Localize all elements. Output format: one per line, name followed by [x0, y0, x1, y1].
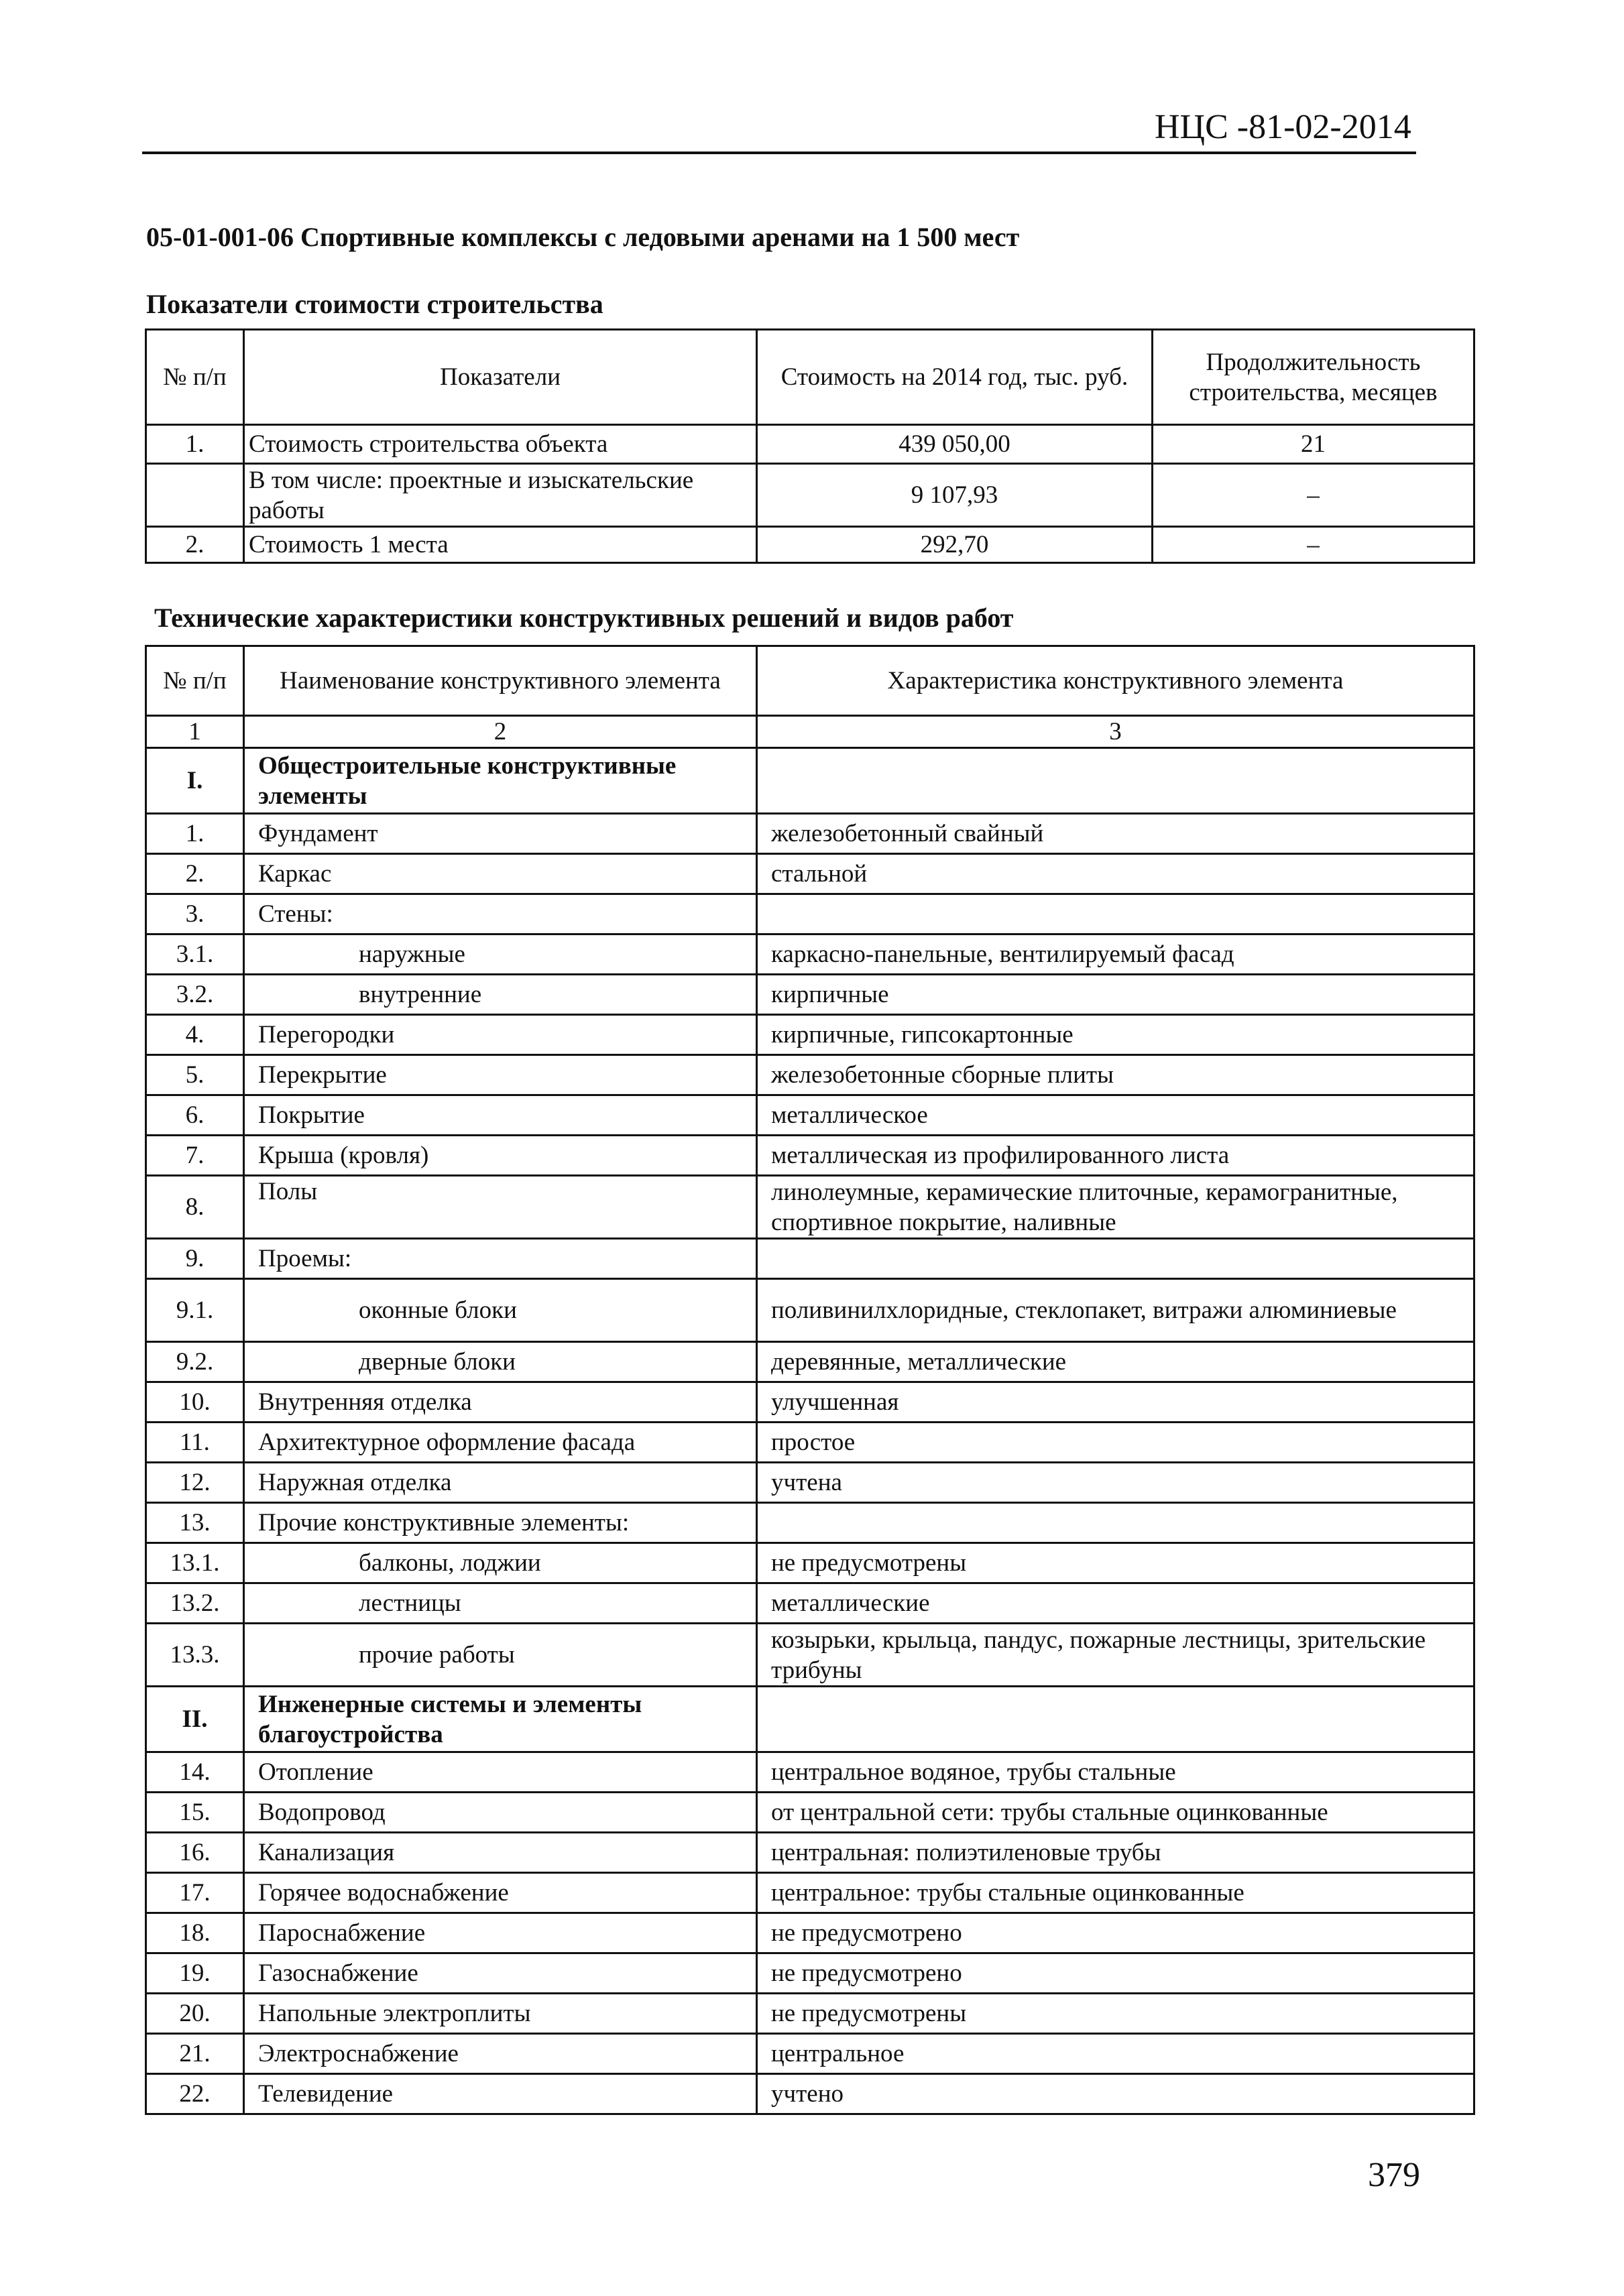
tech-row-characteristic: кирпичные, гипсокартонные — [757, 1015, 1474, 1055]
tech-row-name: Стены: — [244, 894, 757, 934]
table-row — [146, 1752, 1474, 1793]
cost-col-number: № п/п — [146, 330, 244, 425]
tech-row-number: 6. — [146, 1095, 244, 1136]
tech-row-number: 10. — [146, 1382, 244, 1423]
tech-row-number: 18. — [146, 1913, 244, 1953]
cost-row-number: 1. — [146, 425, 244, 464]
tech-row-name: Архитектурное оформление фасада — [244, 1423, 757, 1463]
tech-row-name: дверные блоки — [244, 1342, 757, 1382]
cost-row-value: 9 107,93 — [757, 464, 1153, 527]
cost-row-name: В том числе: проектные и изыскательские работы — [244, 464, 757, 527]
tech-row-characteristic: центральное — [757, 2034, 1474, 2074]
column-number: 1 — [146, 716, 244, 748]
tech-row-number: 22. — [146, 2074, 244, 2114]
table-row — [146, 814, 1474, 854]
page-title: 05-01-001-06 Спортивные комплексы с ледовыми аренами на 1 500 мест — [146, 222, 1020, 252]
tech-row-characteristic: учтена — [757, 1463, 1474, 1503]
tech-row-number: 21. — [146, 2034, 244, 2074]
header-rule — [142, 152, 1416, 154]
tech-row-number: 11. — [146, 1423, 244, 1463]
cost-section-heading: Показатели стоимости строительства — [146, 289, 603, 319]
cost-row-number — [146, 464, 244, 527]
table-row — [146, 527, 1474, 563]
cost-col-duration: Продолжительность строительства, месяцев — [1153, 330, 1474, 425]
tech-row-name: лестницы — [244, 1583, 757, 1624]
column-number: 2 — [244, 716, 757, 748]
tech-col-characteristic: Характеристика конструктивного элемента — [757, 646, 1474, 716]
tech-row-name: Инженерные системы и элементы благоустройства — [244, 1687, 757, 1752]
tech-row-name: Покрытие — [244, 1095, 757, 1136]
tech-row-name: Внутренняя отделка — [244, 1382, 757, 1423]
tech-row-name: Водопровод — [244, 1793, 757, 1833]
tech-row-number: 5. — [146, 1055, 244, 1095]
tech-row-name: Перекрытие — [244, 1055, 757, 1095]
tech-row-number: 2. — [146, 854, 244, 894]
tech-row-characteristic: центральное водяное, трубы стальные — [757, 1752, 1474, 1793]
tech-row-name: прочие работы — [244, 1624, 757, 1687]
tech-row-name: Электроснабжение — [244, 2034, 757, 2074]
tech-row-number: 13.1. — [146, 1543, 244, 1583]
tech-row-characteristic: металлическое — [757, 1095, 1474, 1136]
tech-row-characteristic: не предусмотрено — [757, 1913, 1474, 1953]
tech-row-number: 20. — [146, 1994, 244, 2034]
table-row — [146, 1239, 1474, 1279]
section-row — [146, 748, 1474, 814]
tech-row-name: Полы — [244, 1176, 757, 1239]
tech-row-number: 3.1. — [146, 934, 244, 975]
cost-col-cost: Стоимость на 2014 год, тыс. руб. — [757, 330, 1153, 425]
tech-row-number: 12. — [146, 1463, 244, 1503]
document-code: НЦС -81-02-2014 — [1155, 108, 1411, 146]
tech-row-name: Крыша (кровля) — [244, 1136, 757, 1176]
tech-row-characteristic — [757, 1503, 1474, 1543]
table-row — [146, 1583, 1474, 1624]
tech-row-number: II. — [146, 1687, 244, 1752]
column-number: 3 — [757, 716, 1474, 748]
tech-row-number: 19. — [146, 1953, 244, 1994]
tech-row-characteristic: деревянные, металлические — [757, 1342, 1474, 1382]
cost-col-indicator: Показатели — [244, 330, 757, 425]
cost-row-name: Стоимость 1 места — [244, 527, 757, 563]
tech-row-characteristic: железобетонный свайный — [757, 814, 1474, 854]
table-row — [146, 425, 1474, 464]
tech-row-characteristic: улучшенная — [757, 1382, 1474, 1423]
tech-row-number: 15. — [146, 1793, 244, 1833]
table-row — [146, 1015, 1474, 1055]
tech-row-number: 9. — [146, 1239, 244, 1279]
tech-row-characteristic: металлические — [757, 1583, 1474, 1624]
table-row — [146, 1793, 1474, 1833]
table-row — [146, 2034, 1474, 2074]
tech-row-characteristic: центральная: полиэтиленовые трубы — [757, 1833, 1474, 1873]
table-row — [146, 1873, 1474, 1913]
tech-row-number: 13.3. — [146, 1624, 244, 1687]
tech-row-characteristic: не предусмотрено — [757, 1953, 1474, 1994]
table-row — [146, 1994, 1474, 2034]
tech-row-characteristic: кирпичные — [757, 975, 1474, 1015]
tech-row-characteristic: центральное: трубы стальные оцинкованные — [757, 1873, 1474, 1913]
tech-column-numbers-row — [146, 716, 1474, 748]
tech-row-characteristic: учтено — [757, 2074, 1474, 2114]
section-row — [146, 1687, 1474, 1752]
tech-row-characteristic: линолеумные, керамические плиточные, керамогранитные, спортивное покрытие, наливные — [757, 1176, 1474, 1239]
cost-row-duration: – — [1153, 527, 1474, 563]
tech-row-characteristic: металлическая из профилированного листа — [757, 1136, 1474, 1176]
tech-table-header-row — [146, 646, 1474, 716]
tech-row-name: балконы, лоджии — [244, 1543, 757, 1583]
tech-row-number: 17. — [146, 1873, 244, 1913]
tech-table — [145, 645, 1475, 2115]
cost-row-value: 439 050,00 — [757, 425, 1153, 464]
table-row — [146, 1503, 1474, 1543]
tech-row-name: Перегородки — [244, 1015, 757, 1055]
tech-row-name: оконные блоки — [244, 1279, 757, 1342]
tech-row-number: 14. — [146, 1752, 244, 1793]
cost-row-name: Стоимость строительства объекта — [244, 425, 757, 464]
table-row — [146, 975, 1474, 1015]
cost-table — [145, 328, 1475, 564]
table-row — [146, 934, 1474, 975]
table-row — [146, 1095, 1474, 1136]
tech-row-number: 13. — [146, 1503, 244, 1543]
table-row — [146, 2074, 1474, 2114]
tech-row-characteristic — [757, 1239, 1474, 1279]
tech-row-number: 9.2. — [146, 1342, 244, 1382]
tech-row-number: 3. — [146, 894, 244, 934]
tech-row-characteristic — [757, 748, 1474, 814]
table-row — [146, 1382, 1474, 1423]
tech-col-element: Наименование конструктивного элемента — [244, 646, 757, 716]
tech-row-name: Отопление — [244, 1752, 757, 1793]
tech-row-number: 3.2. — [146, 975, 244, 1015]
tech-row-number: 1. — [146, 814, 244, 854]
table-row — [146, 1055, 1474, 1095]
page-number: 379 — [1368, 2156, 1420, 2194]
tech-row-characteristic — [757, 894, 1474, 934]
tech-row-name: Общестроительные конструктивные элементы — [244, 748, 757, 814]
tech-row-name: Фундамент — [244, 814, 757, 854]
tech-row-name: Наружная отделка — [244, 1463, 757, 1503]
table-row — [146, 1136, 1474, 1176]
table-row — [146, 1543, 1474, 1583]
tech-row-name: Напольные электроплиты — [244, 1994, 757, 2034]
tech-row-name: Пароснабжение — [244, 1913, 757, 1953]
tech-row-number: I. — [146, 748, 244, 814]
table-row — [146, 1953, 1474, 1994]
tech-row-name: внутренние — [244, 975, 757, 1015]
cost-row-duration: – — [1153, 464, 1474, 527]
tech-row-characteristic — [757, 1687, 1474, 1752]
tech-row-characteristic: не предусмотрены — [757, 1543, 1474, 1583]
tech-row-number: 7. — [146, 1136, 244, 1176]
tech-row-characteristic: козырьки, крыльца, пандус, пожарные лестницы, зрительские трибуны — [757, 1624, 1474, 1687]
tech-row-name: наружные — [244, 934, 757, 975]
table-row — [146, 1833, 1474, 1873]
table-row — [146, 1463, 1474, 1503]
tech-row-name: Телевидение — [244, 2074, 757, 2114]
table-row — [146, 464, 1474, 527]
table-row — [146, 894, 1474, 934]
tech-row-number: 8. — [146, 1176, 244, 1239]
tech-row-number: 4. — [146, 1015, 244, 1055]
tech-row-characteristic: каркасно-панельные, вентилируемый фасад — [757, 934, 1474, 975]
tech-row-characteristic: от центральной сети: трубы стальные оцинкованные — [757, 1793, 1474, 1833]
tech-row-characteristic: простое — [757, 1423, 1474, 1463]
tech-row-characteristic: железобетонные сборные плиты — [757, 1055, 1474, 1095]
tech-row-name: Прочие конструктивные элементы: — [244, 1503, 757, 1543]
cost-row-duration: 21 — [1153, 425, 1474, 464]
tech-row-name: Горячее водоснабжение — [244, 1873, 757, 1913]
tech-row-name: Каркас — [244, 854, 757, 894]
table-row — [146, 1342, 1474, 1382]
table-row — [146, 1176, 1474, 1239]
tech-row-name: Газоснабжение — [244, 1953, 757, 1994]
tech-row-characteristic: поливинилхлоридные, стеклопакет, витражи алюминиевые — [757, 1279, 1474, 1342]
table-row — [146, 1913, 1474, 1953]
cost-row-number: 2. — [146, 527, 244, 563]
cost-table-header-row — [146, 330, 1474, 425]
cost-row-value: 292,70 — [757, 527, 1153, 563]
table-row — [146, 1279, 1474, 1342]
table-row — [146, 1624, 1474, 1687]
tech-row-number: 13.2. — [146, 1583, 244, 1624]
tech-row-number: 9.1. — [146, 1279, 244, 1342]
table-row — [146, 854, 1474, 894]
tech-row-name: Канализация — [244, 1833, 757, 1873]
tech-row-number: 16. — [146, 1833, 244, 1873]
tech-row-name: Проемы: — [244, 1239, 757, 1279]
tech-section-heading: Технические характеристики конструктивных решений и видов работ — [154, 603, 1014, 633]
tech-row-characteristic: не предусмотрены — [757, 1994, 1474, 2034]
tech-row-characteristic: стальной — [757, 854, 1474, 894]
tech-col-number: № п/п — [146, 646, 244, 716]
table-row — [146, 1423, 1474, 1463]
